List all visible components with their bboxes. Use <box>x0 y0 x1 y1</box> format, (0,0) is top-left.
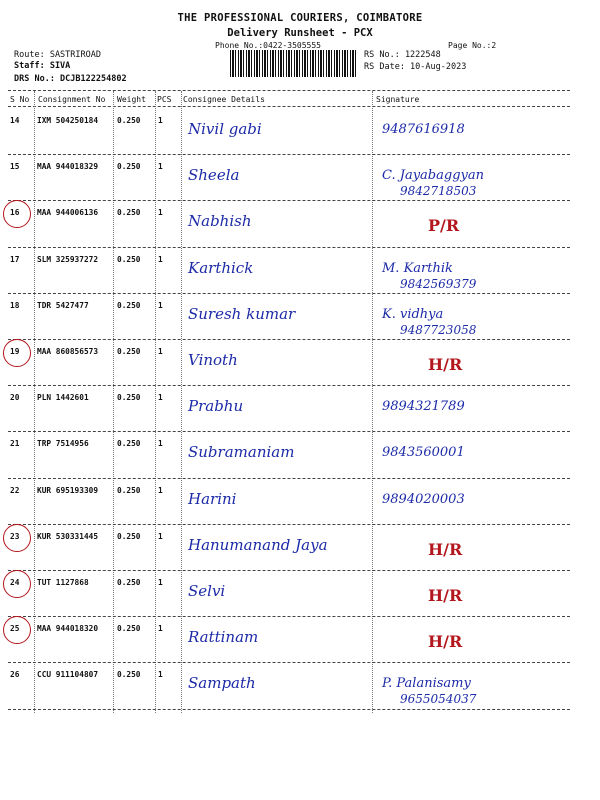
page-number: Page No.:2 <box>448 41 497 50</box>
row-consignee: Rattinam <box>188 628 259 647</box>
row-weight: 0.250 <box>117 254 141 264</box>
red-circle-mark <box>3 524 31 552</box>
row-divider <box>8 293 570 294</box>
row-signature: P. Palanisamy <box>382 676 471 692</box>
row-signature-phone: 9487723058 <box>400 322 477 337</box>
row-divider <box>8 247 570 248</box>
row-consignee: Nivil gabi <box>188 120 262 138</box>
row-sno: 15 <box>10 162 20 172</box>
row-consignment: PLN 1442601 <box>37 393 89 403</box>
column-separator <box>181 91 182 713</box>
row-weight: 0.250 <box>117 393 141 403</box>
row-consignment: IXM 504250184 <box>37 116 99 125</box>
row-weight: 0.250 <box>117 300 141 310</box>
row-consignee: Prabhu <box>188 397 244 416</box>
row-weight: 0.250 <box>117 208 141 218</box>
row-sno: 26 <box>10 670 20 680</box>
row-consignee: Nabhish <box>188 212 252 231</box>
company-title: THE PROFESSIONAL COURIERS, COIMBATORE <box>177 12 423 24</box>
column-separator <box>113 91 114 713</box>
col-consignee: Consignee Details <box>183 95 265 104</box>
row-signature: C. Jayabaggyan <box>382 168 484 184</box>
row-divider <box>8 385 570 386</box>
row-weight: 0.250 <box>117 531 141 541</box>
row-pcs: 1 <box>158 254 163 264</box>
row-consignment: MAA 860856573 <box>37 347 99 356</box>
row-sno: 24 <box>10 578 20 587</box>
row-consignment: KUR 695193309 <box>37 485 99 495</box>
row-weight: 0.250 <box>117 162 141 172</box>
row-consignee: Hanumanand Jaya <box>188 535 328 554</box>
row-pcs: 1 <box>158 531 163 541</box>
row-consignee: Harini <box>188 489 237 508</box>
row-divider <box>8 478 570 479</box>
row-signature: K. vidhya <box>382 306 444 322</box>
row-remark: H/R <box>428 539 463 559</box>
row-divider <box>8 431 570 432</box>
column-separator <box>155 91 156 713</box>
column-separator <box>34 91 35 713</box>
row-consignee: Subramaniam <box>188 443 295 462</box>
row-divider <box>8 524 570 525</box>
row-pcs: 1 <box>158 624 163 634</box>
row-pcs: 1 <box>158 485 163 495</box>
column-separator <box>372 91 373 713</box>
rs-number: RS No.: 1222548 <box>364 50 441 60</box>
row-consignment: TUT 1127868 <box>37 578 89 587</box>
barcode <box>230 50 356 77</box>
row-signature-phone: 9842569379 <box>400 276 477 291</box>
row-consignee: Selvi <box>188 582 226 600</box>
row-divider <box>8 709 570 710</box>
staff-label: Staff: SIVA <box>14 61 71 71</box>
header-bottom-rule <box>8 106 570 107</box>
row-sno: 16 <box>10 208 20 218</box>
col-sno: S No <box>10 95 30 104</box>
runsheet-title: Delivery Runsheet - PCX <box>227 27 373 39</box>
row-divider <box>8 200 570 201</box>
row-pcs: 1 <box>158 578 163 587</box>
row-pcs: 1 <box>158 208 163 218</box>
row-consignment: TRP 7514956 <box>37 439 89 449</box>
row-consignee: Vinoth <box>188 351 238 369</box>
red-circle-mark <box>3 616 31 644</box>
row-divider <box>8 616 570 617</box>
row-sno: 18 <box>10 300 20 310</box>
phone-number: Phone No.:0422-3505555 <box>215 41 321 50</box>
col-consignment: Consignment No <box>38 95 106 104</box>
row-consignment: SLM 325937272 <box>37 254 99 264</box>
row-consignee: Sampath <box>188 674 256 693</box>
row-consignee: Karthick <box>188 258 254 277</box>
row-divider <box>8 570 570 571</box>
row-consignee: Suresh kumar <box>188 304 296 323</box>
row-remark: H/R <box>428 586 463 605</box>
row-sno: 19 <box>10 347 20 356</box>
row-sno: 14 <box>10 116 20 125</box>
row-signature-phone: 9655054037 <box>400 692 477 707</box>
row-signature: 9894020003 <box>382 491 465 507</box>
row-pcs: 1 <box>158 670 163 680</box>
row-sno: 23 <box>10 531 20 541</box>
row-divider <box>8 154 570 155</box>
row-consignment: MAA 944006136 <box>37 208 99 218</box>
row-divider <box>8 339 570 340</box>
row-weight: 0.250 <box>117 670 141 680</box>
row-sno: 21 <box>10 439 20 449</box>
row-consignment: MAA 944018320 <box>37 624 99 634</box>
row-remark: H/R <box>428 355 463 374</box>
col-weight: Weight <box>117 95 146 104</box>
row-divider <box>8 662 570 663</box>
col-pcs: PCS <box>157 95 172 104</box>
row-weight: 0.250 <box>117 578 141 587</box>
row-pcs: 1 <box>158 162 163 172</box>
row-consignment: CCU 911104807 <box>37 670 99 680</box>
row-sno: 22 <box>10 485 20 495</box>
row-weight: 0.250 <box>117 624 141 634</box>
row-pcs: 1 <box>158 347 163 356</box>
row-weight: 0.250 <box>117 439 141 449</box>
header-top-rule <box>8 90 570 91</box>
row-signature-phone: 9842718503 <box>400 184 477 199</box>
row-sno: 20 <box>10 393 20 403</box>
row-remark: P/R <box>428 216 460 236</box>
col-signature: Signature <box>376 95 420 104</box>
row-weight: 0.250 <box>117 116 141 125</box>
row-weight: 0.250 <box>117 347 141 356</box>
row-consignee: Sheela <box>188 166 240 185</box>
row-pcs: 1 <box>158 393 163 403</box>
row-pcs: 1 <box>158 439 163 449</box>
row-sno: 25 <box>10 624 20 634</box>
row-pcs: 1 <box>158 116 163 125</box>
row-pcs: 1 <box>158 300 163 310</box>
row-remark: H/R <box>428 632 463 652</box>
rs-date: RS Date: 10-Aug-2023 <box>364 62 467 72</box>
row-signature: 9894321789 <box>382 399 465 415</box>
route-label: Route: SASTRIROAD <box>14 50 101 60</box>
row-signature: M. Karthik <box>382 260 453 276</box>
drs-number: DRS No.: DCJB122254802 <box>14 74 127 84</box>
red-circle-mark <box>3 570 31 598</box>
row-signature: 9487616918 <box>382 122 465 137</box>
row-consignment: KUR 530331445 <box>37 531 99 541</box>
row-consignment: TDR 5427477 <box>37 300 89 310</box>
red-circle-mark <box>3 200 31 228</box>
row-consignment: MAA 944018329 <box>37 162 99 172</box>
row-signature: 9843560001 <box>382 445 465 461</box>
row-sno: 17 <box>10 254 20 264</box>
red-circle-mark <box>3 339 31 367</box>
row-weight: 0.250 <box>117 485 141 495</box>
